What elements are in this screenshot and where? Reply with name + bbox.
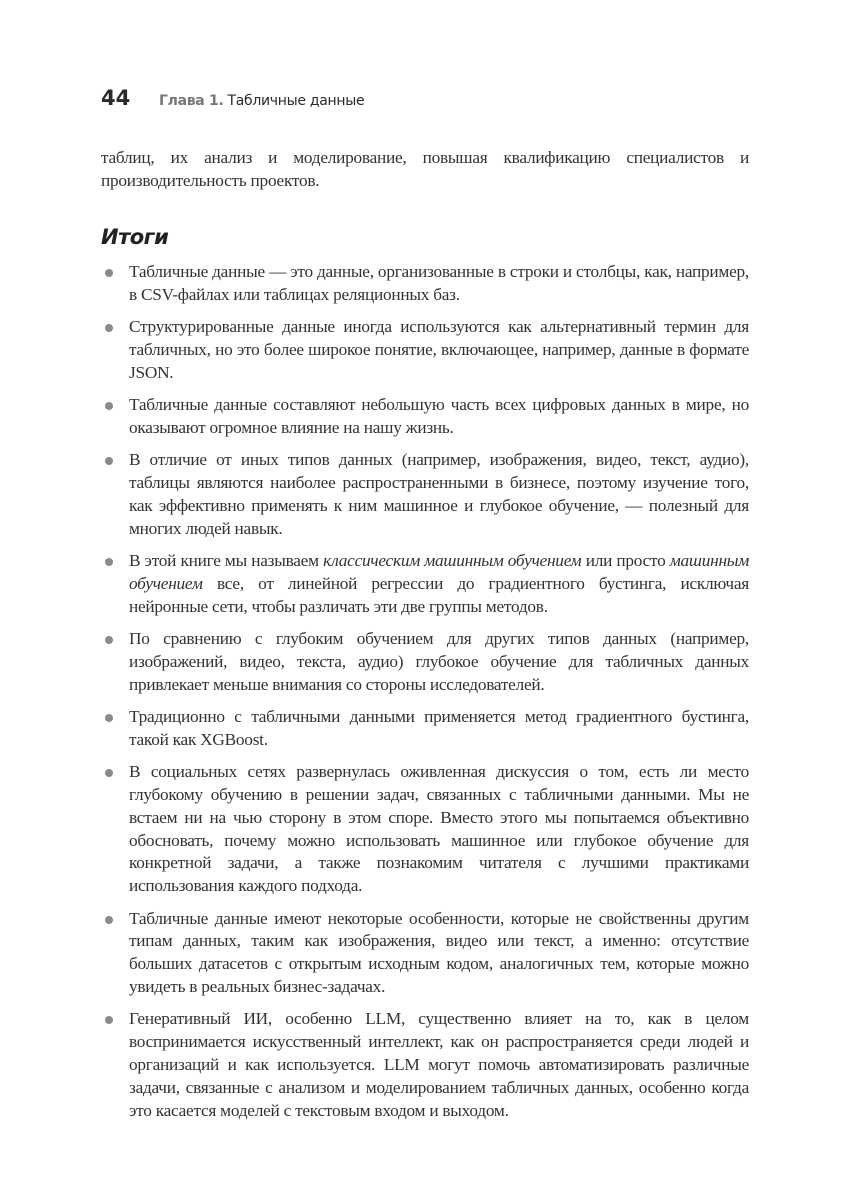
chapter-title: Табличные данные bbox=[227, 93, 365, 109]
list-item bbox=[101, 761, 749, 898]
list-item bbox=[101, 316, 749, 384]
list-item-text-part: или просто bbox=[581, 551, 670, 571]
list-item-text: В социальных сетях развернулась оживленная дискуссия о том, есть ли место глубокому обучению в решении задач, связанных с табличными данными. Мы не встаем ни на чью сторону в этом споре. Вместо этого мы попытаемся объективно обосновать, почему можно использовать машинное или глубокое обучение для конкретной задачи, а также познакомим читателя с лучшими практиками использования каждого подхода. bbox=[129, 762, 749, 896]
list-item bbox=[101, 908, 749, 999]
list-item bbox=[101, 1008, 749, 1122]
chapter-label: Глава 1. bbox=[159, 93, 224, 109]
bullet-icon bbox=[105, 769, 113, 777]
bullet-icon bbox=[105, 457, 113, 465]
bullet-icon bbox=[105, 558, 113, 566]
list-item-text: В отличие от иных типов данных (например, изображения, видео, текст, аудио), таблицы являются наиболее распространенными в бизнесе, поэтому изучение того, как эффективно применять к ним машинное и глубокое обучение, — полезный для многих людей навык. bbox=[129, 450, 749, 538]
list-item-text: Генеративный ИИ, особенно LLM, существенно влияет на то, как в целом воспринимается искусственный интеллект, как он распространяется среди людей и организаций и как используется. LLM могут помочь автоматизировать различные задачи, связанные с анализом и моделированием табличных данных, особенно когда это касается моделей с текстовым входом и выходом. bbox=[129, 1009, 749, 1120]
list-item bbox=[101, 550, 749, 618]
emphasis-term: машинным обучением bbox=[129, 551, 749, 593]
list-item-text: Табличные данные имеют некоторые особенности, которые не свойственны другим типам данных, таким как изображения, видео или текст, а именно: отсутствие больших датасетов с открытым исходным кодом, аналогичных тем, которые можно увидеть в реальных бизнес-задачах. bbox=[129, 908, 749, 997]
emphasis-term: классическим машинным обучением bbox=[323, 551, 582, 571]
bullet-icon bbox=[105, 714, 113, 722]
summary-list bbox=[101, 261, 749, 1132]
bullet-icon bbox=[105, 916, 113, 924]
list-item-text: Табличные данные — это данные, организованные в строки и столбцы, как, например, в CSV-файлах или таблицах реляционных баз. bbox=[129, 262, 749, 304]
list-item bbox=[101, 261, 749, 307]
bullet-icon bbox=[105, 324, 113, 332]
bullet-icon bbox=[105, 636, 113, 644]
running-header bbox=[101, 86, 364, 110]
list-item bbox=[101, 449, 749, 540]
bullet-icon bbox=[105, 402, 113, 410]
list-item-text: По сравнению с глубоким обучением для других типов данных (например, изображений, видео, текста, аудио) глубокое обучение для табличных данных привлекает меньше внимания со стороны исследователей. bbox=[129, 629, 749, 694]
list-item-text-part: все, от линейной регрессии до градиентного бустинга, исключая нейронные сети, чтобы различать эти две группы методов. bbox=[129, 573, 749, 616]
list-item-text: Структурированные данные иногда используются как альтернативный термин для табличных, но это более широкое понятие, включающее, например, данные в формате JSON. bbox=[129, 317, 749, 382]
page-number: 44 bbox=[101, 86, 131, 110]
bullet-icon bbox=[105, 269, 113, 277]
list-item-text: Традиционно с табличными данными применяется метод градиентного бустинга, такой как XGBoost. bbox=[129, 707, 749, 749]
list-item bbox=[101, 706, 749, 752]
list-item bbox=[101, 628, 749, 696]
list-item-text: Табличные данные составляют небольшую часть всех цифровых данных в мире, но оказывают огромное влияние на нашу жизнь. bbox=[129, 395, 749, 437]
bullet-icon bbox=[105, 1016, 113, 1024]
list-item-text-part: В этой книге мы называем bbox=[129, 551, 324, 571]
section-heading: Итоги bbox=[101, 225, 169, 249]
intro-paragraph: таблиц, их анализ и моделирование, повышая квалификацию специалистов и производительность проектов. bbox=[101, 148, 749, 190]
list-item bbox=[101, 394, 749, 440]
